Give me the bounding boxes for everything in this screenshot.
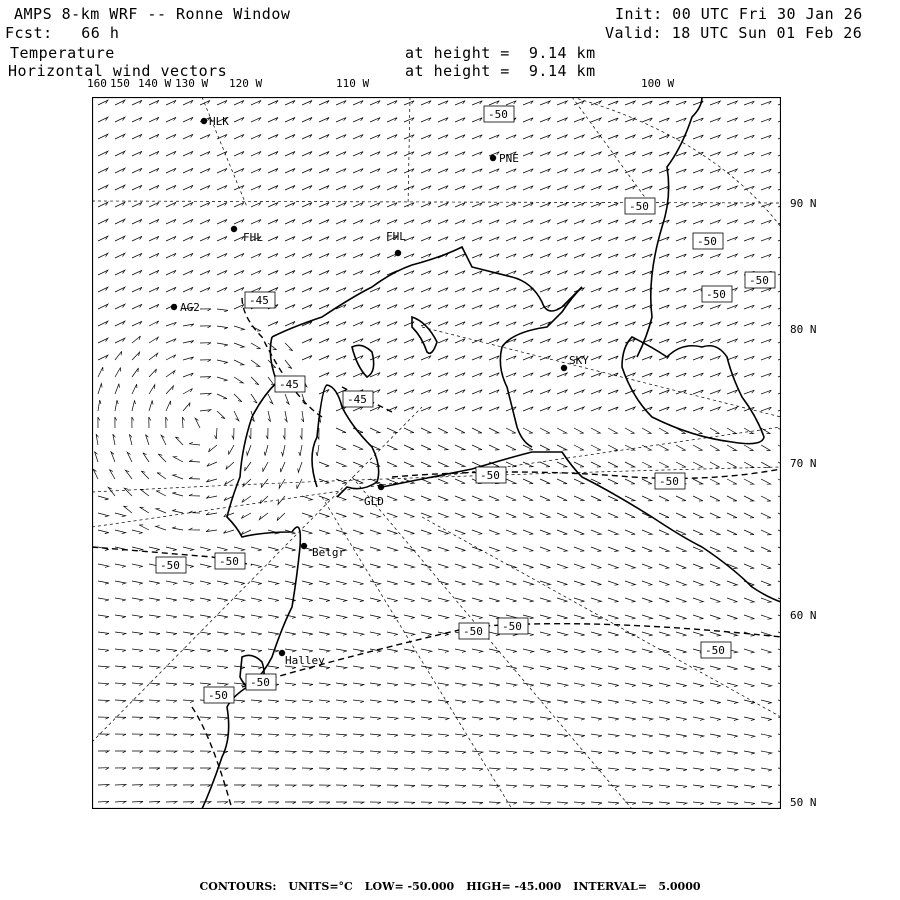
station-label: Halley <box>285 654 325 667</box>
station-label: Belgr <box>312 546 346 559</box>
contour-label: -50 <box>463 625 483 638</box>
lon-label: 110 W <box>336 77 370 90</box>
field-wind-label: Horizontal wind vectors <box>8 62 228 80</box>
station-label: PNE <box>499 152 519 165</box>
contour-label-box <box>745 272 775 288</box>
station-label: FHL <box>386 230 406 243</box>
contour-label: -45 <box>249 294 269 307</box>
station-label: AG2 <box>180 301 200 314</box>
height-label-1: at height = 9.14 km <box>405 44 596 62</box>
lat-label: 80 N <box>790 323 817 336</box>
contour-label-box <box>156 557 186 573</box>
station-marker <box>378 484 384 490</box>
footer-units: UNITS=°C <box>288 880 353 893</box>
station-label: GLD <box>364 495 384 508</box>
contour-label: -50 <box>697 235 717 248</box>
footer-contours: CONTOURS: <box>199 880 277 893</box>
contour-label-box <box>701 642 731 658</box>
footer-interval: INTERVAL= 5.0000 <box>573 880 701 893</box>
map-panel <box>92 97 781 809</box>
contour-label: -50 <box>705 644 725 657</box>
contour-label-box <box>275 376 305 392</box>
contour-label: -45 <box>279 378 299 391</box>
contour-label-box <box>625 198 655 214</box>
contour-label-box <box>498 618 528 634</box>
map-title: AMPS 8-km WRF -- Ronne Window <box>14 5 291 23</box>
lon-label: 140 W <box>138 77 172 90</box>
init-time: Init: 00 UTC Fri 30 Jan 26 <box>615 5 863 23</box>
contour-label-box <box>693 233 723 249</box>
contour-footer <box>0 880 900 893</box>
lon-label: 120 W <box>229 77 263 90</box>
contour-label-box <box>215 553 245 569</box>
forecast-hour: Fcst: 66 h <box>5 24 120 42</box>
contour-label: -50 <box>480 469 500 482</box>
contour-label: -50 <box>502 620 522 633</box>
lat-label: 90 N <box>790 197 817 210</box>
field-temperature-label: Temperature <box>10 44 115 62</box>
station-marker <box>561 365 567 371</box>
contour-label: -50 <box>160 559 180 572</box>
station-marker <box>301 543 307 549</box>
lat-label: 60 N <box>790 609 817 622</box>
contour-label-box <box>246 674 276 690</box>
contour-label-box <box>204 687 234 703</box>
contour-label: -50 <box>659 475 679 488</box>
map-background <box>92 97 781 809</box>
lon-label: 130 W <box>175 77 209 90</box>
footer-low: LOW= -50.000 <box>364 880 455 893</box>
station-marker <box>490 155 496 161</box>
contour-label: -50 <box>219 555 239 568</box>
contour-label: -50 <box>749 274 769 287</box>
footer-high: HIGH= -45.000 <box>466 880 562 893</box>
contour-label: -45 <box>347 393 367 406</box>
lon-label: 100 W <box>641 77 675 90</box>
contour-label: -50 <box>706 288 726 301</box>
contour-label-box <box>459 623 489 639</box>
valid-time: Valid: 18 UTC Sun 01 Feb 26 <box>605 24 863 42</box>
lat-label: 70 N <box>790 457 817 470</box>
station-marker <box>395 250 401 256</box>
contour-label-box <box>484 106 514 122</box>
contour-label: -50 <box>629 200 649 213</box>
map-canvas <box>92 97 781 809</box>
contour-label-box <box>702 286 732 302</box>
contour-label: -50 <box>208 689 228 702</box>
station-marker <box>171 304 177 310</box>
contour-label-box <box>343 391 373 407</box>
contour-label-box <box>655 473 685 489</box>
station-label: SKY <box>569 354 589 367</box>
station-label: FHL <box>243 231 263 244</box>
contour-label: -50 <box>250 676 270 689</box>
contour-label: -50 <box>488 108 508 121</box>
station-marker <box>231 226 237 232</box>
station-label: HLK <box>209 115 229 128</box>
lon-label: 160 <box>87 77 107 90</box>
lon-label: 150 <box>110 77 130 90</box>
station-marker <box>201 118 207 124</box>
contour-label-box <box>476 467 506 483</box>
contour-label-box <box>245 292 275 308</box>
lat-label: 50 N <box>790 796 817 809</box>
height-label-2: at height = 9.14 km <box>405 62 596 80</box>
